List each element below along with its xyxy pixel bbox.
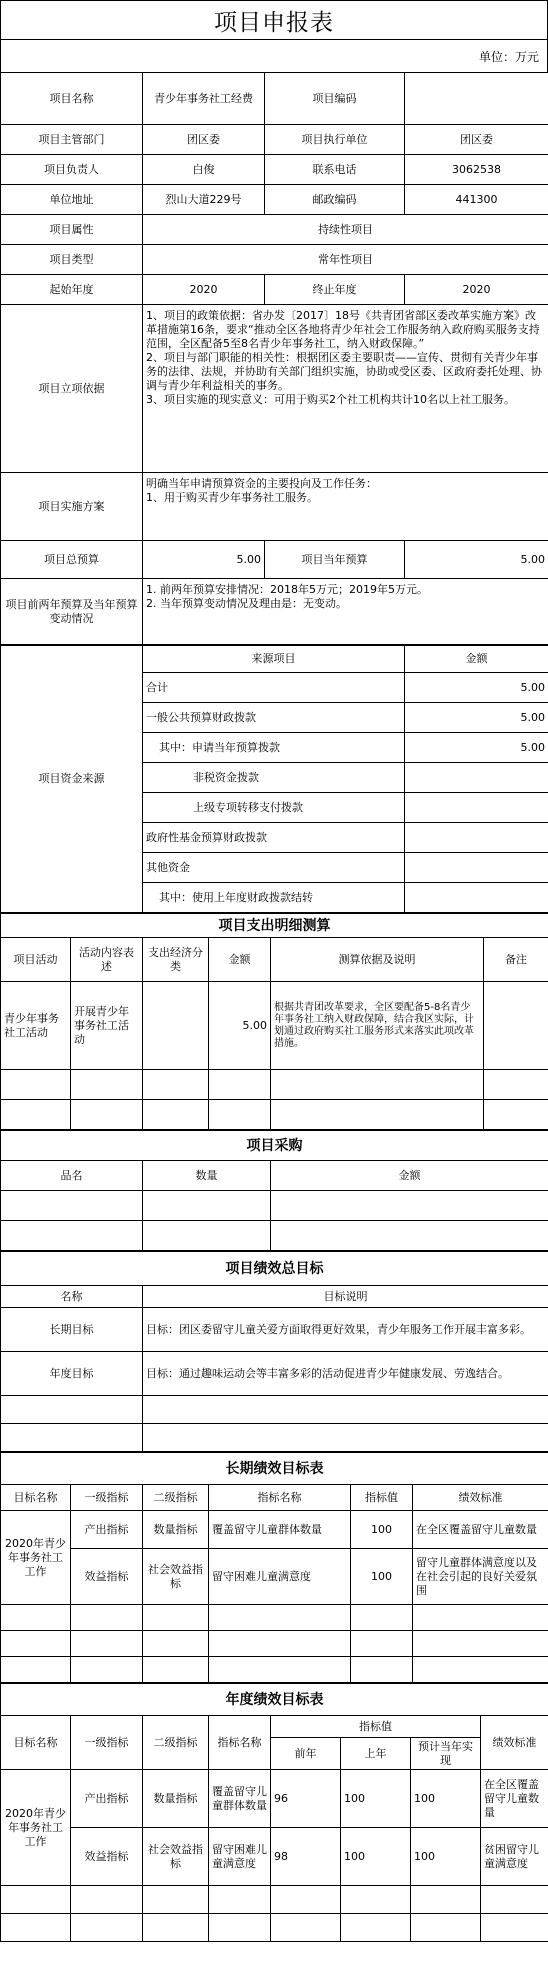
long-table-header: 一级指标 bbox=[71, 1485, 143, 1511]
annual-current: 100 bbox=[411, 1828, 481, 1886]
funding-row-name: 非税资金拨款 bbox=[143, 763, 405, 793]
leader-value: 白俊 bbox=[143, 155, 265, 185]
type-value: 常年性项目 bbox=[143, 245, 548, 275]
annual-goal-label: 年度目标 bbox=[1, 1352, 143, 1396]
history-value: 1. 前两年预算安排情况：2018年5万元；2019年5万元。 2. 当年预算变动情况及理由是：无变动。 bbox=[143, 579, 548, 645]
funding-row-name: 其中：使用上年度财政拨款结转 bbox=[143, 883, 405, 913]
expense-header: 项目活动 bbox=[1, 938, 71, 982]
annual-prev1: 100 bbox=[341, 1770, 411, 1828]
annual-table-header: 目标名称 bbox=[1, 1716, 71, 1770]
annual-level2: 社会效益指标 bbox=[143, 1828, 209, 1886]
plan-label: 项目实施方案 bbox=[1, 473, 143, 541]
annual-subheader: 前年 bbox=[271, 1738, 341, 1770]
annual-table-header: 指标名称 bbox=[209, 1716, 271, 1770]
expense-header: 金额 bbox=[209, 938, 271, 982]
expense-amount: 5.00 bbox=[209, 982, 271, 1070]
funding-row-name: 上级专项转移支付拨款 bbox=[143, 793, 405, 823]
form-title: 项目申报表 bbox=[0, 0, 548, 40]
phone-value: 3062538 bbox=[405, 155, 548, 185]
long-goal-text: 目标：团区委留守儿童关爱方面取得更好效果，青少年服务工作开展丰富多彩。 bbox=[143, 1308, 548, 1352]
funding-table bbox=[0, 645, 548, 913]
funding-row-amount bbox=[405, 763, 548, 793]
long-target-name: 2020年青少年事务社工工作 bbox=[1, 1511, 71, 1605]
long-standard: 留守儿童群体满意度以及在社会引起的良好关爱氛围 bbox=[413, 1549, 548, 1605]
long-table-header: 绩效标准 bbox=[413, 1485, 548, 1511]
year-budget-value: 5.00 bbox=[405, 541, 548, 579]
annual-table-header: 指标值 bbox=[271, 1716, 481, 1738]
annual-current: 100 bbox=[411, 1770, 481, 1828]
start-year-label: 起始年度 bbox=[1, 275, 143, 305]
unit-label: 单位：万元 bbox=[0, 40, 548, 72]
annual-table-title: 年度绩效目标表 bbox=[1, 1684, 548, 1716]
plan-value: 明确当年申请预算资金的主要投向及工作任务： 1、用于购买青少年事务社工服务。 bbox=[143, 473, 548, 541]
funding-row-amount: 5.00 bbox=[405, 703, 548, 733]
total-budget-value: 5.00 bbox=[143, 541, 265, 579]
funding-row-name: 政府性基金预算财政拨款 bbox=[143, 823, 405, 853]
procurement-header: 数量 bbox=[143, 1161, 271, 1191]
long-indicator-name: 留守困难儿童满意度 bbox=[209, 1549, 351, 1605]
long-indicator-value: 100 bbox=[351, 1549, 413, 1605]
long-indicator-value: 100 bbox=[351, 1511, 413, 1549]
history-label: 项目前两年预算及当年预算变动情况 bbox=[1, 579, 143, 645]
attr-value: 持续性项目 bbox=[143, 215, 548, 245]
funding-row-amount: 5.00 bbox=[405, 673, 548, 703]
long-indicator-name: 覆盖留守儿童群体数量 bbox=[209, 1511, 351, 1549]
long-level1: 效益指标 bbox=[71, 1549, 143, 1605]
address-label: 单位地址 bbox=[1, 185, 143, 215]
long-level2: 数量指标 bbox=[143, 1511, 209, 1549]
procurement-title: 项目采购 bbox=[1, 1131, 548, 1161]
expense-header: 支出经济分类 bbox=[143, 938, 209, 982]
long-table-header: 目标名称 bbox=[1, 1485, 71, 1511]
annual-subheader: 上年 bbox=[341, 1738, 411, 1770]
long-level2: 社会效益指标 bbox=[143, 1549, 209, 1605]
total-budget-label: 项目总预算 bbox=[1, 541, 143, 579]
long-table-title: 长期绩效目标表 bbox=[1, 1453, 548, 1485]
procurement-header: 金额 bbox=[271, 1161, 548, 1191]
long-table-header: 指标名称 bbox=[209, 1485, 351, 1511]
expense-header: 备注 bbox=[484, 938, 548, 982]
annual-indicator-name: 留守困难儿童满意度 bbox=[209, 1828, 271, 1886]
annual-subheader: 预计当年实现 bbox=[411, 1738, 481, 1770]
expense-header: 测算依据及说明 bbox=[271, 938, 484, 982]
annual-prev1: 100 bbox=[341, 1828, 411, 1886]
expense-activity: 青少年事务社工活动 bbox=[1, 982, 71, 1070]
funding-source-header: 来源项目 bbox=[143, 646, 405, 673]
address-value: 烈山大道229号 bbox=[143, 185, 265, 215]
end-year-label: 终止年度 bbox=[265, 275, 405, 305]
phone-label: 联系电话 bbox=[265, 155, 405, 185]
funding-row-amount bbox=[405, 853, 548, 883]
funding-label: 项目资金来源 bbox=[1, 646, 143, 913]
annual-level1: 产出指标 bbox=[71, 1770, 143, 1828]
annual-level1: 效益指标 bbox=[71, 1828, 143, 1886]
long-standard: 在全区覆盖留守儿童数量 bbox=[413, 1511, 548, 1549]
basis-label: 项目立项依据 bbox=[1, 305, 143, 473]
expense-table bbox=[0, 913, 548, 1130]
long-table-header: 指标值 bbox=[351, 1485, 413, 1511]
annual-standard: 在全区覆盖留守儿童数量 bbox=[481, 1770, 548, 1828]
funding-row-amount bbox=[405, 793, 548, 823]
funding-row-amount bbox=[405, 883, 548, 913]
annual-goal-text: 目标：通过趣味运动会等丰富多彩的活动促进青少年健康发展、劳逸结合。 bbox=[143, 1352, 548, 1396]
long-term-performance-table bbox=[0, 1452, 548, 1683]
dept-value: 团区委 bbox=[143, 125, 265, 155]
expense-basis: 根据共青团改革要求，全区要配备5-8名青少年事务社工纳入财政保障，结合我区实际，计划通过政府购买社工服务形式来落实此项改革措施。 bbox=[271, 982, 484, 1070]
postcode-label: 邮政编码 bbox=[265, 185, 405, 215]
annual-performance-table bbox=[0, 1683, 548, 1942]
annual-table-header: 绩效标准 bbox=[481, 1716, 548, 1770]
year-budget-label: 项目当年预算 bbox=[265, 541, 405, 579]
goals-desc-header: 目标说明 bbox=[143, 1286, 548, 1308]
long-level1: 产出指标 bbox=[71, 1511, 143, 1549]
postcode-value: 441300 bbox=[405, 185, 548, 215]
expense-category bbox=[143, 982, 209, 1070]
type-label: 项目类型 bbox=[1, 245, 143, 275]
project-info-table bbox=[0, 72, 548, 645]
exec-unit-label: 项目执行单位 bbox=[265, 125, 405, 155]
annual-standard: 贫困留守儿童满意度 bbox=[481, 1828, 548, 1886]
expense-title: 项目支出明细测算 bbox=[1, 914, 548, 938]
attr-label: 项目属性 bbox=[1, 215, 143, 245]
funding-row-amount bbox=[405, 823, 548, 853]
overall-goals-title: 项目绩效总目标 bbox=[1, 1252, 548, 1286]
funding-row-name: 一般公共预算财政拨款 bbox=[143, 703, 405, 733]
end-year-value: 2020 bbox=[405, 275, 548, 305]
procurement-header: 品名 bbox=[1, 1161, 143, 1191]
annual-target-name: 2020年青少年事务社工工作 bbox=[1, 1770, 71, 1886]
project-name-label: 项目名称 bbox=[1, 73, 143, 125]
expense-header: 活动内容表述 bbox=[71, 938, 143, 982]
funding-row-name: 其中：申请当年预算拨款 bbox=[143, 733, 405, 763]
overall-goals-table bbox=[0, 1251, 548, 1452]
annual-indicator-name: 覆盖留守儿童群体数量 bbox=[209, 1770, 271, 1828]
project-code-value bbox=[405, 73, 548, 125]
funding-row-name: 合计 bbox=[143, 673, 405, 703]
exec-unit-value: 团区委 bbox=[405, 125, 548, 155]
annual-table-header: 二级指标 bbox=[143, 1716, 209, 1770]
goals-name-header: 名称 bbox=[1, 1286, 143, 1308]
long-goal-label: 长期目标 bbox=[1, 1308, 143, 1352]
project-name-value: 青少年事务社工经费 bbox=[143, 73, 265, 125]
funding-row-name: 其他资金 bbox=[143, 853, 405, 883]
funding-amount-header: 金额 bbox=[405, 646, 548, 673]
basis-value: 1、项目的政策依据：省办发〔2017〕18号《共青团省部区委改革实施方案》改革措施第16条，要求“推动全区各地将青少年社会工作服务纳入政府购买服务支持范围，全区配备5至8名青少年事务社工，纳入财政保障。” 2、项目与部门职能的相关性：根据团区委主要职责——宣传、贯彻有关青少年事务的法律、法规，并协助有关部门组织实施，协助或受区委、区政府委托处理、协调与青少年利益相关的事务。 3、项目实施的现实意义：可用于购买2个社工机构共计10名以上社工服务。 bbox=[143, 305, 548, 473]
procurement-table bbox=[0, 1130, 548, 1251]
annual-prev2: 98 bbox=[271, 1828, 341, 1886]
project-code-label: 项目编码 bbox=[265, 73, 405, 125]
start-year-value: 2020 bbox=[143, 275, 265, 305]
funding-row-amount: 5.00 bbox=[405, 733, 548, 763]
expense-content: 开展青少年事务社工活动 bbox=[71, 982, 143, 1070]
annual-table-header: 一级指标 bbox=[71, 1716, 143, 1770]
dept-label: 项目主管部门 bbox=[1, 125, 143, 155]
long-table-header: 二级指标 bbox=[143, 1485, 209, 1511]
annual-level2: 数量指标 bbox=[143, 1770, 209, 1828]
annual-prev2: 96 bbox=[271, 1770, 341, 1828]
expense-note bbox=[484, 982, 548, 1070]
leader-label: 项目负责人 bbox=[1, 155, 143, 185]
